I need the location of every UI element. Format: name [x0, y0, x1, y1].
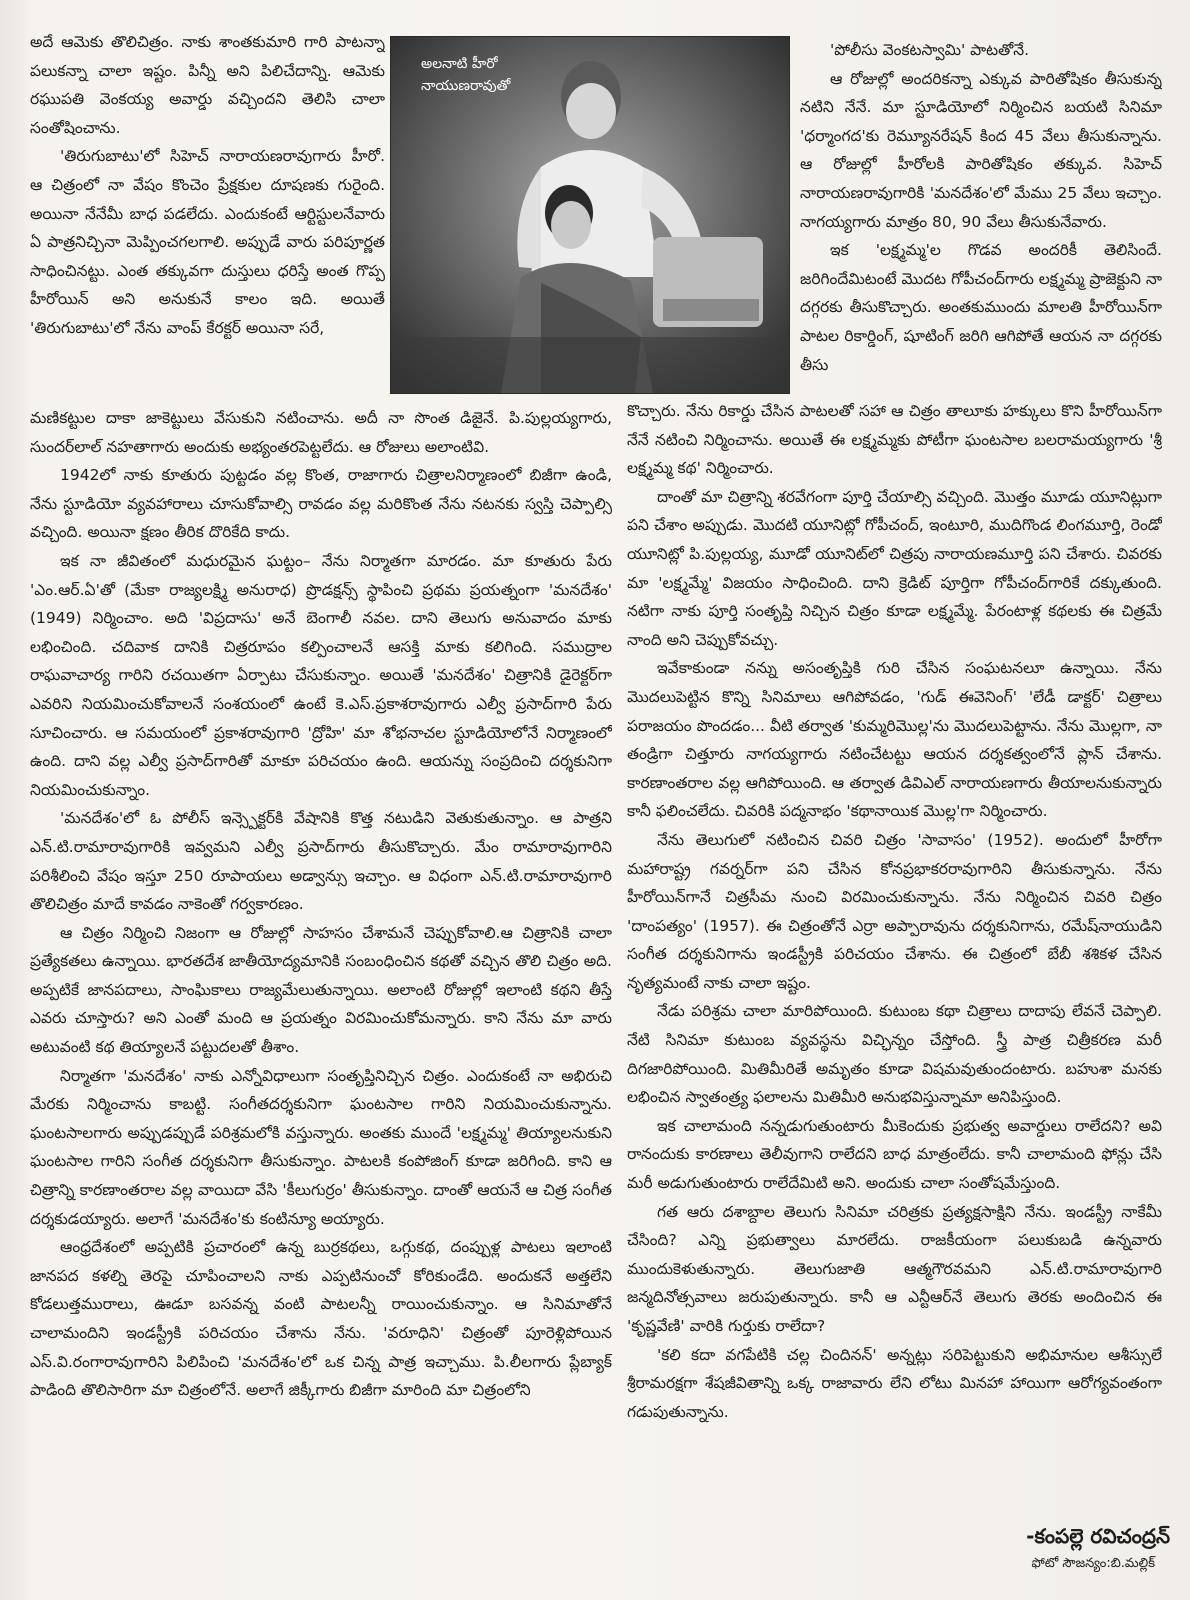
paragraph: 'మనదేశం'లో ఓ పోలీస్ ఇన్స్పెక్టర్‌కి వేషానికి కొత్త నటుడిని వెతుకుతున్నాం. ఆ పాత్రని ఎన్.టి.రామారావుగారికి ఇవ్వమని ఎల్వీ ప్రసాద్‌గారు తీసుకొచ్చారు. మేం రామారావుగారిని పరిశీలించి వేషం ఇస్తూ 250 రూపాయలు అడ్వాన్సు ఇచ్చాం. ఆ విధంగా ఎన్.టి.రామారావుగారి తొలిచిత్రం మాదే కావడం నాకెంతో గర్వకారణం.: [30, 809, 612, 914]
article-column-right: [627, 397, 1162, 1500]
paragraph: 'కలి కదా వగపేటికి చల్ల చిందినన్' అన్నట్లు సరిపెట్టుకుని అభిమానుల ఆశీస్సులే శ్రీరామరక్షగా శేషజీవితాన్ని ఒక్క రాజావారు లేని లోటు మినహా హాయిగా ఆరోగ్యవంతంగా గడుపుతున్నాను.: [627, 1345, 1162, 1421]
paragraph: ఆ చిత్రం నిర్మించి నిజంగా ఆ రోజుల్లో సాహసం చేశామనే చెప్పుకోవాలి.ఆ చిత్రానికి చాలా ప్రత్యేకతలు ఉన్నాయి. భారతదేశ జాతీయోద్యమానికి సంబంధించిన కథతో వచ్చిన తొలి చిత్రం అది. అప్పటికే జానపదాలు, సాంఘికాలు రాజ్యమేలుతున్నాయి. అలాంటి రోజుల్లో ఇలాంటి కథని తీస్తే ఎవరు చూస్తారు? అని ఎంతో మంది ఆ ప్రయత్నం విరమించుకోమన్నారు. కాని నేను మా వారు అటువంటి కథ తియ్యాలనే పట్టుదలతో తీశాం.: [30, 923, 612, 1057]
paragraph: గత ఆరు దశాబ్దాల తెలుగు సినిమా చరిత్రకు ప్రత్యక్షసాక్షిని నేను. ఇండస్ట్రీ నాకేమీ చేసింది? ఎన్ని ప్రభుత్వాలు మారలేదు. రాజకీయంగా పలుకుబడి ఉన్నవారు ముందుకెళుతున్నారు. తెలుగుజాతి ఆత్మగౌరవమని ఎన్.టి.రామారావుగారి జన్మదినోత్సవాలు జరుపుతున్నారు. కానీ ఆ ఎన్టీఆర్‌నే తెలుగు తెరకు అందించిన ఈ 'కృష్ణవేణి' వారికి గుర్తుకు రాలేదా?: [627, 1202, 1162, 1335]
paragraph: కొచ్చారు. నేను రికార్డు చేసిన పాటలతో సహా ఆ చిత్రం తాలూకు హక్కులు కొని హీరోయిన్‌గా నేనే నటించి నిర్మించాను. అయితే ఈ లక్ష్మమ్మకు పోటీగా ఘంటసాల బలరామయ్యగారు 'శ్రీ లక్ష్మమ్మ కథ' నిర్మించారు.: [627, 402, 1162, 478]
author-byline: -కంపల్లె రవిచంద్రన్: [1026, 1524, 1170, 1548]
article-column-left: [30, 404, 612, 1580]
paragraph: 'పోలీసు వెంకటస్వామి' పాటతోనే.: [830, 41, 1030, 59]
paragraph: దాంతో మా చిత్రాన్ని శరవేగంగా పూర్తి చేయాల్సి వచ్చింది. మొత్తం మూడు యూనిట్లుగా పని చేశాం అప్పుడు. మొదటి యూనిట్లో గోపీచంద్, ఇంటూరి, ముదిగొండ లింగమూర్తి, రెండో యూనిట్లో పి.పుల్లయ్య, మూడో యూనిట్‌లో చిత్రపు నారాయణమూర్తి పని చేశారు. చివరకు మా 'లక్ష్మమ్మే' విజయం సాధించింది. దాని క్రెడిట్ పూర్తిగా గోపీచంద్‌గారికే దక్కుతుంది. నటిగా నాకు పూర్తి సంతృప్తి నిచ్చిన చిత్రం కూడా లక్ష్మమ్మే. పేరంటాళ్ల కథలకు ఈ చిత్రమే నాంది అని చెప్పుకోవచ్చు.: [627, 487, 1162, 649]
paragraph: ఇక నా జీవితంలో మధురమైన ఘట్టం– నేను నిర్మాతగా మారడం. మా కూతురు పేరు 'ఎం.ఆర్.ఏ'తో (మేకా రాజ్యలక్ష్మి అనురాధ) ప్రొడక్షన్స్ స్థాపించి ప్రథమ ప్రయత్నంగా 'మనదేశం' (1949) నిర్మించాం. అది 'విప్రదాసు' అనే బెంగాలీ నవల. దాని తెలుగు అనువాదం మాకు లభించింది. చదివాక దానికి చిత్రరూపం కల్పించాలనే ఆసక్తి మాకు కలిగింది. సముద్రాల రాఘవాచార్య గారిని రచయితగా ఏర్పాటు చేసుకున్నాం. అయితే 'మనదేశం' చిత్రానికి డైరెక్టర్‌గా ఎవరిని నియమించుకోవాలనే సంశయంలో ఉంటే కె.ఎస్.ప్రకాశరావుగారు ఎల్వీ ప్రసాద్‌గారి పేరు సూచించారు. ఆ సమయంలో ప్రకాశరావుగారి 'ద్రోహి' మా శోభనాచల స్టూడియోలోనే నిర్మాణంలో ఉంది. దాని వల్ల ఎల్వీ ప్రసాద్‌గారితో మాకూ పరిచయం ఉంది. ఆయన్ను సంప్రదించి దర్శకునిగా నియమించుకున్నాం.: [30, 551, 612, 799]
photo-caption: అలనాటి హీరో నాయుణరావుతో: [421, 56, 511, 94]
paragraph: 'తిరుగుబాటు'లో సిహెచ్ నారాయణరావుగారు హీరో. ఆ చిత్రంలో నా వేషం కొంచెం ప్రేక్షకుల దూషణకు గురైంది. అయినా నేనేమీ బాధ పడలేదు. ఎందుకంటే ఆర్టిస్టులనేవారు ఏ పాత్రనిచ్చినా మెప్పించగలగాలి. అప్పుడే వారు పరిపూర్ణత సాధించినట్టు. ఎంత తక్కువగా దుస్తులు ధరిస్తే అంత గొప్ప హీరోయిన్ అని అనుకునే కాలం ఇది. అయితే 'తిరుగుబాటు'లో నేను వాంప్ కేరక్టర్ అయినా సరే,: [30, 147, 385, 337]
paragraph: ఆంధ్రదేశంలో అప్పటికి ప్రచారంలో ఉన్న బుర్రకథలు, ఒగ్గుకథ, దంప్పుళ్ల పాటలు ఇలాంటి జానపద కళల్ని తెరపై చూపించాలని నాకు ఎప్పటినుంచో కోరికుండేది. అందుకనే అత్తలేని కోడలుత్తమురాలు, ఊడూ బసవన్న వంటి పాటలన్నీ రాయించుకున్నాం. ఆ సినిమాతోనే చాలామందిని ఇండస్ట్రీకి పరిచయం చేశాను నేను. 'వరూధిని' చిత్రంతో పూరెళ్లిపోయిన ఎస్.వి.రంగారావుగారిని పిలిపించి 'మనదేశం'లో ఒక చిన్న పాత్ర ఇచ్చాము. పి.లీలగారు ప్లేబ్యాక్ పాడింది తొలిసారిగా మా చిత్రంలోనే. అలాగే జిక్కీగారు బిజీగా మారింది మా చిత్రంలోని: [30, 1238, 612, 1400]
paragraph: నేడు పరిశ్రమ చాలా మారిపోయింది. కుటుంబ కథా చిత్రాలు దాదాపు లేవనే చెప్పాలి. నేటి సినిమా కుటుంబ వ్యవస్థను విచ్ఛిన్నం చేస్తోంది. స్త్రీ పాత్ర చిత్రీకరణ మరీ దిగజారిపోయింది. మితిమీరితే అమృతం కూడా విషమవుతుందంటారు. బహుశా మనకు లభించిన స్వాతంత్ర్య ఫలాలను మితిమీరి అనుభవిస్తున్నామా అనిపిస్తుంది.: [627, 1002, 1162, 1107]
photo-credit: ఫోటో సౌజన్యం:బి.మల్లిక్: [1031, 1556, 1155, 1571]
article-photo: [390, 36, 790, 394]
article-column-left-top: [30, 28, 385, 404]
paragraph: నేను తెలుగులో నటించిన చివరి చిత్రం 'సావాసం' (1952). అందులో హీరోగా మహారాష్ట్ర గవర్నర్‌గా పని చేసిన కోనప్రభాకరరావుగారిని తీసుకున్నాను. నేను హీరోయిన్‌గానే చిత్రసీమ నుంచి విరమించుకున్నాను. నేను నిర్మించిన చివరి చిత్రం 'దాంపత్యం' (1957). ఈ చిత్రంతోనే ఎర్రా అప్పారావును దర్శకునిగాను, రమేష్‌నాయుడిని సంగీత దర్శకునిగాను ఇండస్ట్రీకి పరిచయం చేశాను. ఈ చిత్రంలో బేబీ శశికళ చేసిన నృత్యమంటే నాకు చాలా ఇష్టం.: [627, 830, 1162, 992]
article-column-right-top: [800, 36, 1162, 396]
paragraph: ఇక 'లక్ష్మమ్మ'ల గొడవ అందరికీ తెలిసిందే. జరిగిందేమిటంటే మొదట గోపీచంద్‌గారు లక్ష్మమ్మ ప్రాజెక్టుని నా దగ్గరకు తీసుకొచ్చారు. అంతకుముందు మాలతి హీరోయిన్‌గా పాటల రికార్డింగ్, షూటింగ్ జరిగి ఆగిపోతే ఆయన నా దగ్గరకు తీసు: [800, 241, 1162, 374]
paragraph: మణికట్టుల దాకా జాకెట్టులు వేసుకుని నటించాను. అదీ నా సొంత డిజైనే. పి.పుల్లయ్యగారు, సుందర్‌లాల్ నహతాగారు అందుకు అభ్యంతరపెట్టలేదు. ఆ రోజులు అలాంటివి.: [30, 409, 612, 456]
paragraph: నిర్మాతగా 'మనదేశం' నాకు ఎన్నోవిధాలుగా సంతృప్తినిచ్చిన చిత్రం. ఎందుకంటే నా అభిరుచి మేరకు నిర్మించాను కాబట్టి. సంగీతదర్శకునిగా ఘంటసాల గారిని నియమించుకున్నాను. ఘంటసాలగారు అప్పుడప్పుడే పరిశ్రమలోకి వస్తున్నారు. అంతకు ముందే 'లక్ష్మమ్మ' తియ్యాలనుకుని ఘంటసాల గారిని సంగీత దర్శకునిగా తీసుకున్నాం. పాటలకి కంపోజింగ్ కూడా జరిగింది. కాని ఆ చిత్రాన్ని కారణాంతరాల వల్ల వాయిదా వేసి 'కీలుగుర్రం' తీసుకున్నాం. దాంతో ఆయనే ఆ చిత్ర సంగీత దర్శకుడయ్యారు. అలాగే 'మనదేశం'కు కంటిన్యూ అయ్యారు.: [30, 1066, 612, 1228]
paragraph: ఇక చాలామంది నన్నడుగుతుంటారు మీకెందుకు ప్రభుత్వ అవార్డులు రాలేదని? అవి రానందుకు కారణాలు తెలీవుగాని రాలేదని బాధ మాత్రంలేదు. కానీ చాలామంది ఫోన్లు చేసి మరీ అడుగుతుంటారు రాలేదేమిటి అని. అందుకు చాలా సంతోషమేస్తుంది.: [627, 1116, 1162, 1193]
paragraph: 1942లో నాకు కూతురు పుట్టడం వల్ల కొంత, రాజాగారు చిత్రాలనిర్మాణంలో బిజీగా ఉండి, నేను స్టూడియో వ్యవహారాలు చూసుకోవాల్సి రావడం వల్ల మరికొంత నేను నటనకు స్వస్తి చెప్పాల్సి వచ్చింది. అయినా క్షణం తీరిక దొరికేది కాదు.: [30, 466, 612, 542]
paragraph: ఇవేకాకుండా నన్ను అసంతృప్తికి గురి చేసిన సంఘటనలూ ఉన్నాయి. నేను మొదలుపెట్టిన కొన్ని సినిమాలు ఆగిపోవడం, 'గుడ్ ఈవెనింగ్' 'లేడీ డాక్టర్' చిత్రాలు పరాజయం పొందడం... వీటి తర్వాత 'కుమ్మరిమొల్ల'ను మొదలుపెట్టాను. నేను మొల్లగా, నా తండ్రిగా చిత్తూరు నాగయ్యగారు నటించేటట్టు ఆయన దర్శకత్వంలోనే ప్లాన్ చేశాను. కారణాంతరాల వల్ల ఆగిపోయింది. ఆ తర్వాత డివిఎల్ నారాయణగారు తీయాలనుకున్నారు కానీ ఫలించలేదు. చివరికి పద్మనాభం 'కథానాయిక మొల్ల'గా నిర్మించారు.: [627, 659, 1162, 821]
paragraph: అదే ఆమెకు తొలిచిత్రం. నాకు శాంతకుమారి గారి పాటన్నా పలుకన్నా చాలా ఇష్టం. పిన్నీ అని పిలిచేదాన్ని. ఆమెకు రఘుపతి వెంకయ్య అవార్డు వచ్చిందని తెలిసి చాలా సంతోషించాను.: [30, 33, 385, 137]
paragraph: ఆ రోజుల్లో అందరికన్నా ఎక్కువ పారితోషికం తీసుకున్న నటిని నేనే. మా స్టూడియోలో నిర్మించిన బయటి సినిమా 'ధర్మాంగద'కు రెమ్యూనరేషన్ కింద 45 వేలు తీసుకున్నాను. ఆ రోజుల్లో హీరోలకి పారితోషికం తక్కువ. సిహెచ్ నారాయణరావుగారికి 'మనదేశం'లో మేము 25 వేలు ఇచ్చాం. నాగయ్యగారు మాత్రం 80, 90 వేలు తీసుకునేవారు.: [800, 69, 1162, 231]
